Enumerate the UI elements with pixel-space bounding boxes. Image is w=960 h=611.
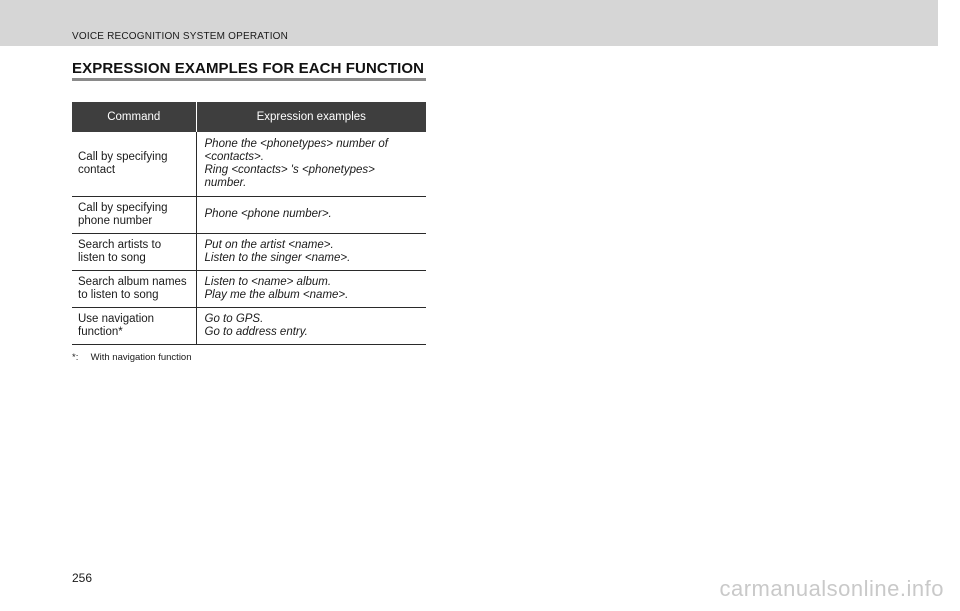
- example-line: Go to GPS.: [204, 312, 264, 325]
- examples-cell: [196, 270, 426, 307]
- footnote-mark: *:: [72, 352, 79, 363]
- command-line: Call by specifying: [78, 150, 168, 163]
- table-row: [72, 307, 426, 344]
- command-line: Use navigation: [78, 312, 155, 325]
- example-line: Phone <phone number>.: [204, 208, 332, 220]
- title-underline: [72, 78, 426, 81]
- table-row: [72, 270, 426, 307]
- example-line: number.: [204, 176, 247, 189]
- example-line: Play me the album <name>.: [204, 288, 349, 301]
- examples-cell: [196, 233, 426, 270]
- page-number: 256: [72, 571, 93, 585]
- examples-cell: [196, 132, 426, 196]
- examples-cell: [196, 307, 426, 344]
- example-line: <contacts>.: [204, 150, 264, 163]
- footnote-text: With navigation function: [90, 352, 192, 363]
- examples-cell: [196, 196, 426, 233]
- expression-table: [72, 102, 426, 345]
- running-head: VOICE RECOGNITION SYSTEM OPERATION: [72, 31, 289, 42]
- table-header-row: [72, 102, 426, 132]
- example-line: Ring <contacts> 's <phonetypes>: [204, 163, 375, 176]
- command-line: Search album names: [78, 275, 187, 288]
- command-cell: [72, 196, 196, 233]
- command-line: listen to song: [78, 251, 146, 264]
- column-header-command: Command: [72, 102, 196, 132]
- command-line: to listen to song: [78, 288, 159, 301]
- example-line: Listen to <name> album.: [204, 275, 332, 288]
- command-cell: [72, 270, 196, 307]
- section-title: EXPRESSION EXAMPLES FOR EACH FUNCTION: [72, 60, 425, 77]
- table-row: [72, 196, 426, 233]
- example-line: Listen to the singer <name>.: [204, 251, 351, 264]
- table-row: [72, 132, 426, 196]
- example-line: Phone the <phonetypes> number of: [204, 137, 389, 150]
- example-line: Put on the artist <name>.: [204, 238, 334, 251]
- command-line: Call by specifying: [78, 201, 168, 214]
- command-line: contact: [78, 163, 116, 176]
- command-cell: [72, 233, 196, 270]
- watermark: carmanualsonline.info: [719, 576, 944, 601]
- example-line: Go to address entry.: [204, 325, 308, 338]
- table-row: [72, 233, 426, 270]
- command-line: Search artists to: [78, 238, 162, 251]
- command-cell: [72, 132, 196, 196]
- command-line: function*: [78, 325, 123, 338]
- column-header-expression-examples: Expression examples: [196, 102, 426, 132]
- command-cell: [72, 307, 196, 344]
- command-line: phone number: [78, 214, 153, 227]
- footnote: [72, 352, 192, 363]
